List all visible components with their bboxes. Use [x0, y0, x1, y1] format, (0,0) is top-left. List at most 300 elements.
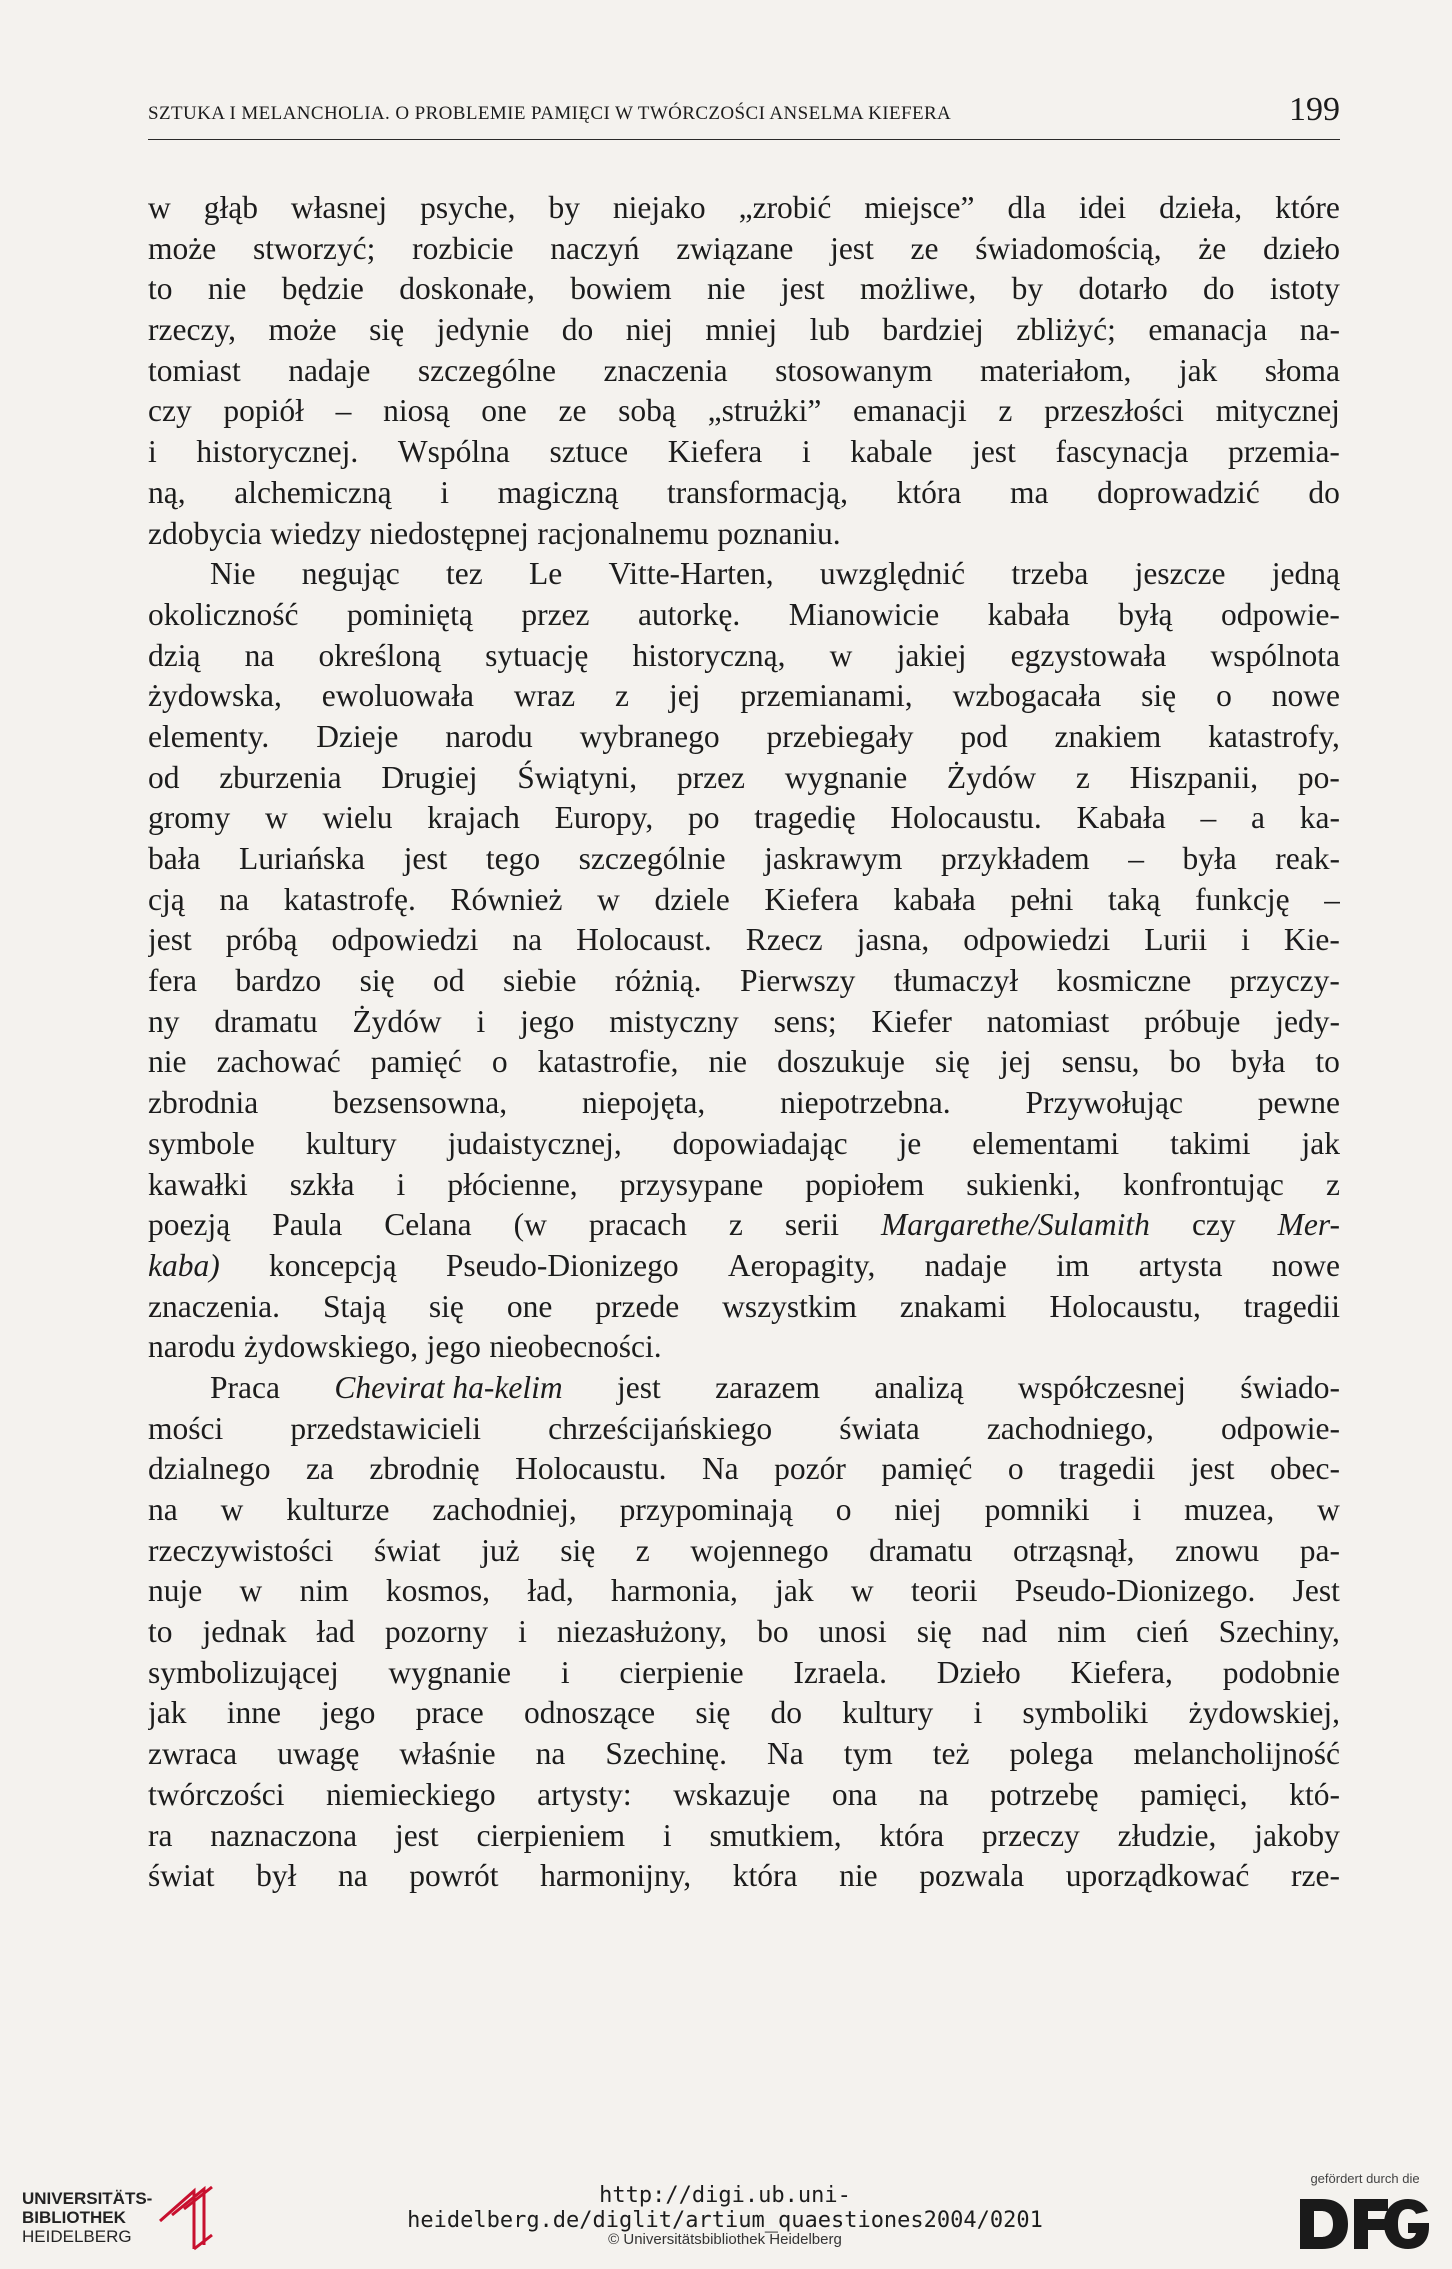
word: niezasłużony, [556, 1614, 728, 1650]
word: nim [1057, 1614, 1107, 1650]
word: bała [148, 841, 201, 876]
word: ra [148, 1817, 173, 1853]
word: żydowska, [148, 678, 282, 714]
word: dotarło [1078, 271, 1168, 307]
word: w [850, 1573, 874, 1609]
word: jak [148, 1695, 187, 1731]
word: magiczną [497, 474, 619, 510]
word: – [1128, 841, 1144, 876]
word: cją [148, 881, 185, 917]
word: „strużki” [707, 393, 822, 429]
word: niosą [383, 393, 450, 429]
word: Mianowicie [788, 596, 940, 632]
word: bo [757, 1614, 789, 1650]
word: odpowiedzi [963, 922, 1111, 958]
text-line [148, 391, 1340, 432]
text-line [148, 595, 1340, 636]
word: Paula [272, 1207, 343, 1243]
word: naznaczona [210, 1817, 358, 1853]
word: przede [595, 1288, 680, 1324]
word: kosmos, [385, 1573, 491, 1609]
word: rozbicie [412, 230, 514, 266]
word: poezją [148, 1207, 231, 1243]
word: na [219, 881, 250, 917]
text-line [148, 1409, 1340, 1450]
word: tym [843, 1736, 893, 1772]
text-line [148, 229, 1340, 270]
word: w [148, 190, 171, 225]
word: jednak [202, 1614, 287, 1650]
text-line [148, 920, 1340, 961]
word: pracach [588, 1207, 687, 1243]
word: dramatu [869, 1532, 973, 1568]
word: kabała [893, 881, 976, 917]
word: żydowskiej, [1188, 1695, 1340, 1731]
word: jasna, [856, 922, 930, 958]
word: psyche, [420, 190, 516, 225]
word: Wspólna [397, 434, 510, 470]
word: w [829, 637, 853, 673]
word: rzeczywistości [148, 1532, 334, 1568]
word: je [898, 1125, 922, 1161]
word: dramatu [214, 1003, 318, 1039]
word: kultury [842, 1695, 934, 1731]
word: przez [521, 596, 590, 632]
text-line [148, 1531, 1340, 1572]
word: obec- [1269, 1451, 1340, 1487]
word: sukienki, [966, 1166, 1081, 1202]
word: świata [839, 1410, 920, 1446]
word: czy [1191, 1207, 1236, 1243]
word: Holocaustu. [890, 800, 1042, 836]
word: mitycznej [1215, 393, 1340, 429]
word: Luriańska [239, 841, 365, 876]
word: serii [784, 1207, 840, 1243]
word: wygnanie [784, 759, 908, 795]
word: ma [1010, 474, 1049, 510]
word: zarazem [715, 1369, 821, 1405]
word: historycznej. [196, 434, 359, 470]
word: Mer- [1277, 1207, 1340, 1243]
word: katastrofie, [537, 1044, 679, 1080]
word: odnoszące [523, 1695, 656, 1731]
word: do [561, 312, 594, 348]
word: Na [767, 1736, 804, 1772]
word: idei [1078, 190, 1127, 225]
word: przebiegały [766, 718, 914, 754]
word: Świątyni, [517, 759, 638, 795]
word: naczyń [550, 230, 640, 266]
word: autorkę. [637, 596, 741, 632]
text-line [148, 351, 1340, 392]
word: jak [775, 1573, 814, 1609]
word: ka- [1299, 800, 1340, 836]
word: zbrodnia [148, 1085, 259, 1121]
word: szkła [289, 1166, 355, 1202]
running-head: SZTUKA I MELANCHOLIA. O PROBLEMIE PAMIĘCI W TWÓRCZOŚCI ANSELMA KIEFERA [148, 103, 952, 124]
text-line [148, 1327, 1340, 1368]
text-line [148, 554, 1340, 595]
word: i [148, 434, 157, 470]
word: jakiej [896, 637, 967, 673]
word: na [244, 637, 275, 673]
word: niej [894, 1492, 942, 1527]
word: negując [301, 556, 400, 592]
word: zbrodnię [369, 1451, 480, 1487]
text-line [148, 839, 1340, 880]
word: okoliczność [148, 596, 299, 632]
word: artysta [1138, 1247, 1223, 1283]
word: tragedię [754, 800, 856, 836]
word: do [1308, 474, 1340, 510]
word: na [535, 1736, 566, 1772]
word: próbuje [1144, 1003, 1241, 1039]
word: która [732, 1858, 798, 1894]
word: bardziej [882, 312, 984, 348]
body-text [148, 188, 1340, 1897]
word: emanacja [1148, 312, 1268, 348]
word: emanacji [853, 393, 967, 429]
word: otrząsnął, [1012, 1532, 1135, 1568]
word: ona [831, 1776, 878, 1812]
text-line [148, 1571, 1340, 1612]
word: one [481, 393, 527, 429]
word: wiedzy [270, 515, 362, 551]
word: się [359, 963, 395, 999]
word: po [687, 800, 720, 836]
word: w [239, 1573, 263, 1609]
word: im [1056, 1247, 1090, 1283]
word: nie [708, 1044, 748, 1080]
word: a [1250, 800, 1265, 836]
word: cierpieniem [476, 1817, 626, 1853]
word: nie [839, 1858, 878, 1894]
word: Izraela. [793, 1654, 887, 1690]
word: narodu [148, 1329, 236, 1365]
word: Nie [210, 556, 256, 592]
word: Holocaustu, [1049, 1288, 1201, 1324]
text-line [148, 880, 1340, 921]
word: Dzieje [316, 718, 399, 754]
word: kultury [305, 1125, 397, 1161]
word: z [1075, 759, 1090, 795]
word: do [1203, 271, 1235, 307]
word: szczególnie [578, 841, 726, 876]
text-line [148, 961, 1340, 1002]
word: wygnanie [388, 1654, 511, 1690]
word: głąb [203, 190, 258, 225]
word: odpowiedzi [331, 922, 479, 958]
word: i [518, 1614, 527, 1650]
word: funkcję [1195, 881, 1290, 917]
word: bowiem [570, 271, 672, 307]
word: która [896, 474, 962, 510]
word: uporządkować [1065, 1858, 1250, 1894]
word: judaistycznej, [447, 1125, 622, 1161]
word: katastrofę. [283, 881, 416, 917]
word: świadomością, [975, 230, 1162, 266]
word: które [1275, 190, 1340, 225]
text-line [148, 188, 1340, 229]
word: przez [676, 759, 746, 795]
word: Vitte-Harten, [608, 556, 774, 592]
word: gromy [148, 800, 231, 836]
word: jakoby [1254, 1817, 1340, 1853]
word: będzie [281, 271, 364, 307]
word: się [428, 1288, 464, 1324]
word: tomiast [148, 352, 241, 388]
word: to [148, 271, 173, 307]
word: była [1182, 841, 1237, 876]
word: jedy- [1275, 1003, 1340, 1039]
word: już [481, 1532, 520, 1568]
text-line [148, 514, 1340, 555]
word: różnią. [614, 963, 702, 999]
university-library-logo[interactable] [22, 2175, 252, 2255]
word: cień [1136, 1614, 1189, 1650]
text-line [148, 432, 1340, 473]
word: wojennego [690, 1532, 829, 1568]
word: sobą [618, 393, 676, 429]
word: sensu, [1061, 1044, 1140, 1080]
page-number: 199 [1289, 91, 1340, 128]
word: za [305, 1451, 334, 1487]
word: pełni [1010, 881, 1074, 917]
word: wraz [513, 678, 576, 714]
word: analizą [874, 1369, 964, 1405]
word: jedną [1271, 556, 1340, 592]
word: przedstawicieli [290, 1410, 482, 1446]
word: Szechinę. [605, 1736, 727, 1772]
word: jej [668, 678, 701, 714]
word: odpowie- [1221, 1410, 1340, 1446]
dfg-caption: gefördert durch die [1310, 2171, 1420, 2186]
text-line [148, 1693, 1340, 1734]
word: takimi [1170, 1125, 1251, 1161]
word: Chevirat ha-kelim [334, 1369, 563, 1405]
word: niepotrzebna. [780, 1085, 951, 1121]
word: jego [520, 1003, 575, 1039]
text-line [148, 1368, 1340, 1409]
word: pomniki [984, 1492, 1090, 1527]
library-emblem-icon [154, 2185, 216, 2255]
word: jest [972, 434, 1016, 470]
word: egzystowała [1010, 637, 1167, 673]
word: rze- [1291, 1858, 1340, 1894]
word: Margarethe/Sulamith [881, 1207, 1150, 1243]
word: nieobecności. [489, 1329, 662, 1365]
word: czy [148, 393, 192, 429]
word: w [1317, 1492, 1340, 1527]
word: elementy. [148, 718, 270, 754]
word: Celana [384, 1207, 472, 1243]
word: o [491, 1044, 508, 1080]
word: wskazuje [673, 1776, 791, 1812]
text-line [148, 1816, 1340, 1857]
text-line [148, 1287, 1340, 1328]
word: one [506, 1288, 553, 1324]
word: o [835, 1492, 852, 1527]
word: się [560, 1532, 596, 1568]
word: właśnie [399, 1736, 496, 1772]
footer [0, 2165, 1452, 2269]
word: dopowiadając [672, 1125, 848, 1161]
text-line [148, 636, 1340, 677]
word: jest [403, 841, 448, 876]
word: pamięci, [1140, 1776, 1248, 1812]
word: dzieło [1262, 230, 1340, 266]
word: konfrontując [1122, 1166, 1284, 1202]
text-line [148, 1490, 1340, 1531]
word: fascynacja [1055, 434, 1189, 470]
text-line [148, 269, 1340, 310]
word: ze [558, 393, 587, 429]
text-line [148, 1653, 1340, 1694]
word: rzeczy, [148, 312, 236, 348]
word: nuje [148, 1573, 203, 1609]
library-name-line3: HEIDELBERG [22, 2227, 132, 2246]
word: i [396, 1166, 406, 1202]
word: mistyczny [609, 1003, 739, 1039]
word: istoty [1269, 271, 1340, 307]
word: nadaje [288, 352, 371, 388]
word: w [265, 800, 288, 836]
word: się [916, 1614, 952, 1650]
word: krajach [427, 800, 520, 836]
word: z [635, 1532, 650, 1568]
copyright-notice: © Universitätsbibliothek Heidelberg [608, 2231, 842, 2248]
word: jak [1301, 1125, 1340, 1161]
word: sytuację [485, 637, 589, 673]
word: teorii [910, 1573, 978, 1609]
text-line [148, 1734, 1340, 1775]
dfg-logo[interactable] [1290, 2171, 1440, 2263]
word: żydowskiego, [243, 1329, 419, 1365]
word: jego [321, 1695, 376, 1731]
word: pozór [774, 1451, 846, 1487]
word: o [1216, 678, 1232, 714]
word: o [1007, 1451, 1024, 1487]
word: w [220, 1492, 244, 1527]
page-header [148, 91, 1340, 140]
word: Szechiny, [1218, 1614, 1340, 1650]
word: jest [830, 230, 874, 266]
word: Żydów [946, 759, 1037, 795]
word: nie [707, 271, 746, 307]
word: potrzebę [990, 1776, 1099, 1812]
word: znowu [1175, 1532, 1260, 1568]
word: popiołem [805, 1166, 925, 1202]
word: doprowadzić [1097, 474, 1260, 510]
text-line [148, 717, 1340, 758]
word: próbą [225, 922, 298, 958]
word: w [597, 881, 620, 917]
text-line [148, 473, 1340, 514]
word: przyczy- [1229, 963, 1340, 999]
word: (w [513, 1207, 547, 1243]
word: doszukuje [777, 1044, 905, 1080]
word: niej [625, 312, 673, 348]
word: znaczenia [603, 352, 728, 388]
word: Kabała [1076, 800, 1166, 836]
word: znakiem [1054, 718, 1162, 754]
word: bardzo [235, 963, 322, 999]
word: taką [1108, 881, 1161, 917]
word: też [932, 1736, 970, 1772]
word: dziele [654, 881, 730, 917]
word: to [148, 1614, 173, 1650]
word: i [440, 474, 450, 510]
word: wybranego [579, 718, 720, 754]
word: melancholijność [1133, 1736, 1340, 1772]
word: dzialnego [148, 1451, 271, 1487]
word: Hiszpanii, [1129, 759, 1259, 795]
word: znakami [899, 1288, 1007, 1324]
word: historyczną, [632, 637, 786, 673]
word: „zrobić [738, 190, 832, 225]
library-name-line2: BIBLIOTHEK [22, 2208, 126, 2227]
word: zachodniej, [432, 1492, 577, 1527]
word: miejsce” [864, 190, 975, 225]
text-line [148, 1042, 1340, 1083]
word: jest [1190, 1451, 1235, 1487]
word: elementami [972, 1125, 1120, 1161]
word: Pseudo-Dionizego [445, 1247, 679, 1283]
word: złudzie, [1117, 1817, 1217, 1853]
word: nowe [1271, 1247, 1340, 1283]
word: Dzieło [936, 1654, 1021, 1690]
word: na [918, 1776, 949, 1812]
word: Le [528, 556, 563, 592]
word: byłą [1118, 596, 1173, 632]
word: chrześcijańskiego [548, 1410, 773, 1446]
word: na [148, 1492, 178, 1527]
word: jego [426, 1329, 481, 1365]
word: na- [1299, 312, 1340, 348]
word: lub [809, 312, 850, 348]
word: uwagę [277, 1736, 360, 1772]
word: może [268, 312, 337, 348]
word: smutkiem, [709, 1817, 842, 1853]
word: możliwe, [859, 271, 977, 307]
word: koncepcją [268, 1247, 397, 1283]
word: się [934, 1044, 970, 1080]
word: przykładem [940, 841, 1090, 876]
word: dzią [148, 637, 201, 673]
library-name [22, 2189, 152, 2246]
word: jak [1178, 352, 1218, 388]
word: wszystkim [722, 1288, 857, 1324]
word: transformacją, [666, 474, 849, 510]
word: zbliżyć; [1016, 312, 1116, 348]
source-url[interactable]: http://digi.ub.uni-heidelberg.de/diglit/artium_quaestiones2004/0201 [407, 2183, 1043, 2233]
word: tragedii [1059, 1451, 1156, 1487]
word: – [1200, 800, 1217, 836]
word: jeszcze [1134, 556, 1226, 592]
word: pozorny [384, 1614, 489, 1650]
word: z [615, 678, 630, 714]
word: pamięć [370, 1044, 462, 1080]
word: Holocaust. [576, 922, 712, 958]
text-line [148, 676, 1340, 717]
text-line [148, 1165, 1340, 1206]
word: kabale [850, 434, 933, 470]
word: po- [1297, 759, 1340, 795]
word: Kiefera [667, 434, 763, 470]
word: harmonia, [611, 1573, 738, 1609]
word: któ- [1289, 1776, 1340, 1812]
word: katastrofy, [1208, 718, 1340, 754]
